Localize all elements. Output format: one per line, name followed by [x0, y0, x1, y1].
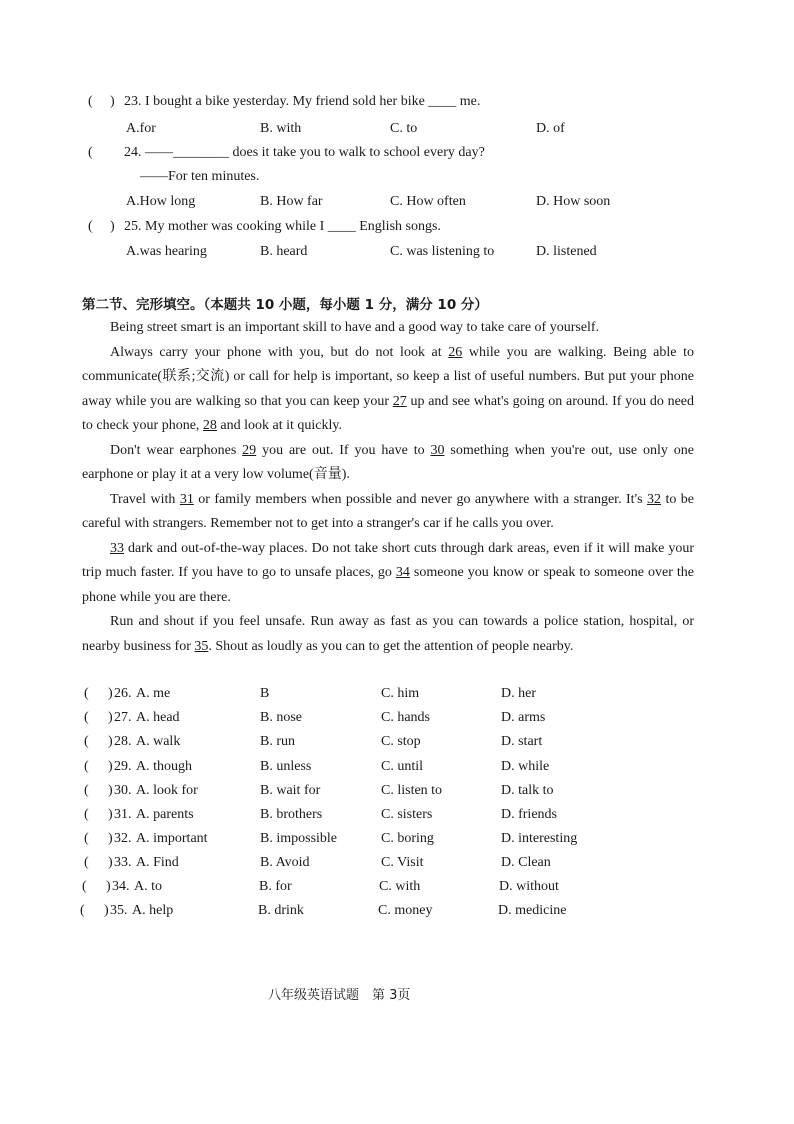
blank-33: 33 [110, 540, 124, 556]
question-number: 29. [114, 759, 132, 774]
option-d: D. while [501, 759, 550, 774]
answer-bracket-open: ( [88, 94, 93, 109]
blank-34: 34 [395, 565, 410, 580]
blank-30: 30 [430, 442, 445, 458]
question-number: 31. [114, 807, 132, 822]
question-25-options [0, 244, 794, 266]
answer-bracket-open: ( [84, 759, 89, 774]
answer-bracket-close: ) [108, 734, 113, 749]
question-number: 30. [114, 783, 132, 798]
option-a: A. parents [136, 807, 194, 822]
answer-bracket-open: ( [84, 734, 89, 749]
cloze-passage [82, 316, 694, 659]
section-heading: 第二节、完形填空。（本题共 10 小题，每小题 1 分，满分 10 分） [82, 297, 488, 313]
option-c: C. How often [390, 194, 466, 209]
choice-row-27 [0, 710, 794, 732]
answer-bracket-close: ) [108, 783, 113, 798]
option-d: D. How soon [536, 194, 611, 209]
option-d: D. arms [501, 710, 546, 725]
answer-bracket-open: ( [84, 831, 89, 846]
option-b: B. with [260, 121, 302, 136]
answer-bracket-close: ) [108, 831, 113, 846]
question-stem: 24. ——________ does it take you to walk to school every day? [124, 145, 485, 160]
option-b: B. for [259, 879, 292, 894]
question-24-options [0, 194, 794, 216]
passage-paragraph-2: Always carry your phone with you, but do not look at 26 while you are walking. Being able to communicate(联系;交流) or call for help is important, so keep a list of useful numbers. But put your phone away while you are walking so that you can keep your 27 up and see what's going on around. If you do need to check your phone, 28 and look at it quickly. [82, 344, 694, 433]
option-a: A. head [136, 710, 180, 725]
option-c: C. with [379, 879, 421, 894]
option-a: A.How long [126, 194, 196, 209]
dialog-reply: ——For ten minutes. [140, 169, 260, 184]
passage-paragraph-4: Travel with 31 or family members when possible and never go anywhere with a stranger. It's 32 to be careful with strangers. Remember not to get into a stranger's car if he calls you over. [82, 491, 694, 531]
option-c: C. money [378, 903, 433, 918]
option-b: B. unless [260, 759, 312, 774]
option-d: D. start [501, 734, 543, 749]
question-number: 28. [114, 734, 132, 749]
blank-32: 32 [647, 491, 661, 507]
option-b: B. Avoid [260, 855, 310, 870]
option-d: D. her [501, 686, 536, 701]
blank-28: 28 [202, 418, 217, 433]
option-c: C. sisters [381, 807, 433, 822]
choice-row-30 [0, 783, 794, 805]
option-b: B. heard [260, 244, 308, 259]
blank-26: 26 [448, 344, 463, 360]
option-d: D. friends [501, 807, 557, 822]
question-stem: 23. I bought a bike yesterday. My friend sold her bike ____ me. [124, 94, 481, 109]
option-c: C. was listening to [390, 244, 495, 259]
question-24-answer-line [0, 169, 794, 191]
choice-row-35 [0, 903, 794, 925]
question-number: 35. [110, 903, 128, 918]
option-d: D. talk to [501, 783, 554, 798]
answer-bracket-open: ( [84, 710, 89, 725]
option-d: D. without [499, 879, 559, 894]
option-a: A. look for [136, 783, 198, 798]
option-b: B. nose [260, 710, 302, 725]
blank-27: 27 [392, 393, 407, 409]
option-d: D. interesting [501, 831, 578, 846]
option-c: C. boring [381, 831, 434, 846]
answer-bracket-close: ) [108, 855, 113, 870]
answer-bracket-open: ( [84, 783, 89, 798]
option-b: B. wait for [260, 783, 321, 798]
answer-bracket-close: ) [108, 710, 113, 725]
option-b: B [260, 686, 270, 701]
option-c: C. to [390, 121, 418, 136]
question-stem: 25. My mother was cooking while I ____ English songs. [124, 219, 441, 234]
answer-bracket-close: ) [108, 686, 113, 701]
option-a: A. to [134, 879, 162, 894]
question-number: 33. [114, 855, 132, 870]
question-number: 26. [114, 686, 132, 701]
option-a: A. though [136, 759, 192, 774]
option-c: C. until [381, 759, 424, 774]
option-a: A.was hearing [126, 244, 207, 259]
question-23-options [0, 121, 794, 143]
answer-bracket-open: ( [82, 879, 87, 894]
choice-row-26 [0, 686, 794, 708]
answer-bracket-close: ) [110, 94, 115, 109]
option-a: A. help [132, 903, 174, 918]
choice-row-28 [0, 734, 794, 756]
answer-bracket-open: ( [84, 807, 89, 822]
option-d: D. Clean [501, 855, 551, 870]
option-c: C. hands [381, 710, 430, 725]
answer-bracket-close: ) [108, 807, 113, 822]
passage-paragraph-1: Being street smart is an important skill to have and a good way to take care of yourself. [110, 320, 600, 335]
option-d: D. of [536, 121, 565, 136]
choice-row-29 [0, 759, 794, 781]
option-b: B. brothers [260, 807, 323, 822]
answer-bracket-close: ) [110, 219, 115, 234]
answer-bracket-open: ( [84, 855, 89, 870]
answer-bracket-open: ( [88, 219, 93, 234]
blank-35: 35 [194, 638, 209, 654]
question-number: 32. [114, 831, 132, 846]
choice-row-32 [0, 831, 794, 853]
passage-paragraph-6: Run and shout if you feel unsafe. Run away as fast as you can towards a police station, hospital, or nearby business for 35. Shout as loudly as you can to get the attention of people nearby. [82, 614, 694, 654]
option-d: D. listened [536, 244, 597, 259]
passage-paragraph-3: Don't wear earphones 29 you are out. If you have to 30 something when you're out, use only one earphone or play it at a very low volume(音量). [82, 442, 694, 482]
question-number: 27. [114, 710, 132, 725]
option-c: C. him [381, 686, 420, 701]
answer-bracket-open: ( [80, 903, 85, 918]
option-b: B. run [260, 734, 295, 749]
option-a: A. important [136, 831, 208, 846]
answer-bracket-open: ( [88, 145, 93, 160]
option-a: A.for [126, 121, 156, 136]
choice-row-33 [0, 855, 794, 877]
question-number: 34. [112, 879, 130, 894]
option-d: D. medicine [498, 903, 567, 918]
option-b: B. How far [260, 194, 323, 209]
option-b: B. drink [258, 903, 304, 918]
option-c: C. stop [381, 734, 421, 749]
option-b: B. impossible [260, 831, 338, 846]
blank-31: 31 [179, 491, 194, 507]
choice-row-31 [0, 807, 794, 829]
option-c: C. Visit [381, 855, 424, 870]
passage-paragraph-5: 33 dark and out-of-the-way places. Do not take short cuts through dark areas, even if it will make your trip much faster. If you have to go to unsafe places, go 34 someone you know or speak to someone over the phone while you are there. [82, 540, 694, 605]
option-a: A. walk [136, 734, 181, 749]
blank-29: 29 [242, 442, 257, 458]
answer-bracket-open: ( [84, 686, 89, 701]
question-23 [0, 94, 794, 116]
option-a: A. Find [136, 855, 179, 870]
choice-row-34 [0, 879, 794, 901]
option-c: C. listen to [381, 783, 443, 798]
question-24 [0, 145, 794, 167]
page-footer: 八年级英语试题 第 3页 [268, 988, 411, 1003]
answer-bracket-close: ) [108, 759, 113, 774]
answer-bracket-close: ) [106, 879, 111, 894]
answer-bracket-close: ) [104, 903, 109, 918]
question-25 [0, 219, 794, 241]
option-a: A. me [136, 686, 171, 701]
